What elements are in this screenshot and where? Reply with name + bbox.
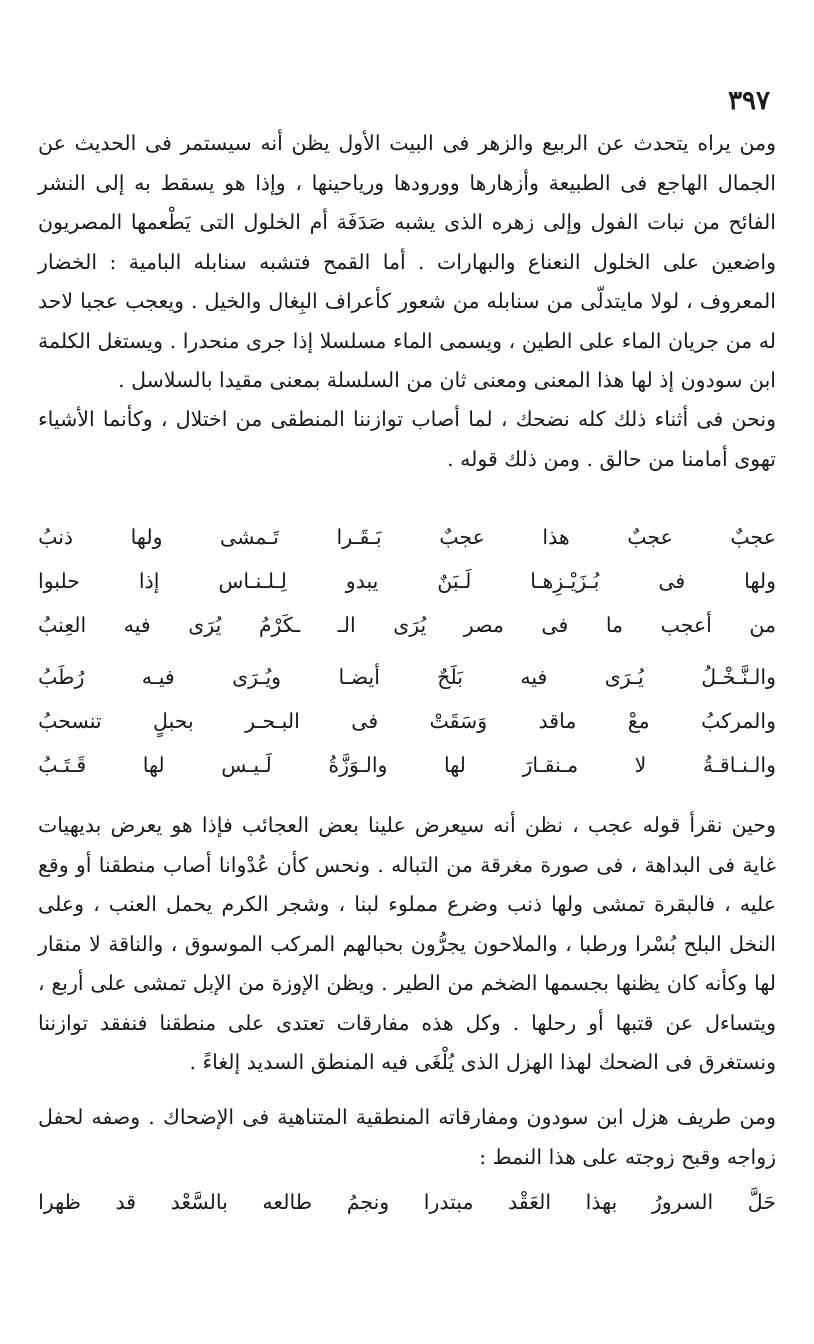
verse-word: فى — [541, 613, 569, 637]
verse-word: عجبٌ — [730, 525, 776, 549]
verse-line-5 — [38, 699, 776, 743]
poem-stanza — [38, 515, 776, 787]
verse-word: السرورُ — [651, 1190, 714, 1214]
paragraph-analysis: وحين نقرأ قوله عجب ، نظن أنه سيعرض علينا بعض العجائب فإذا هو يعرض بديهيات غاية فى البداهة ، فى صورة مغرقة من التباله . ونحس كأن عُدْوانا أصاب منطقنا أو وقع عليه ، فالبقرة تمشى ولها ذنب وضرع مملوء لبنا ، وشجر الكرم يحمل العنب ، وعلى النخل البلح بُسْرا ورطبا ، والملاحون يجرُّون بحبالهم المركب الموسوق ، والناقة لا منقار لها وكأنه كان يظنها بجسمها الضخم من الطير . ويظن الإوزة من الإبل تمشى على أربع ، ويتساءل عن قتبها أو رحلها . وكل هذه مفارقات تعتدى على منطقنا فنفقد توازننا ونستغرق فى الضحك لهذا الهزل الذى يُلْغَى فيه المنطق السديد إلغاءً . — [38, 813, 776, 1074]
verse-word: أعجب — [660, 613, 712, 637]
verse-word: إذا — [138, 569, 160, 593]
paragraph-intro: ومن يراه يتحدث عن الربيع والزهر فى البيت الأول يظن أنه سيستمر فى الحديث عن الجمال الهاجع فى الطبيعة وأزهارها وورودها ورياحينها ، وإذا هو يسقط به إلى النشر الفائح من نبات الفول وإلى زهره الذى يشبه صَدَفَة أم الخلول التى يَطْعمها المصريون واضعين على الخلول النعناع والبهارات . أما القمح فتشبه سنابله البامية : الخضار المعروف ، لولا مايتدلّى من سنابله من شعور كأعراف البِغال والخيل . ويعجب عجبا لاحد له من جريان الماء على الطين ، ويسمى الماء مسلسلا إذا جرى منحدرا . ويستغل الكلمة ابن سودون إذ لها هذا المعنى ومعنى ثان من السلسلة بمعنى مقيدا بالسلاسل . — [38, 131, 776, 392]
verse-word: ظهرا — [38, 1190, 81, 1214]
verse-word: الـ — [337, 613, 356, 637]
page-number: ٣٩٧ — [728, 86, 770, 116]
verse-word: وَسَقَتْ — [429, 709, 488, 733]
verse-word: أيضـا — [338, 665, 380, 689]
verse-line-1 — [38, 515, 776, 559]
verse-word: فى — [658, 569, 686, 593]
verse-word: البـحـر — [245, 709, 300, 733]
verse-word: من — [749, 613, 776, 637]
verse-word: مصر — [463, 613, 504, 637]
verse-word: بهذا — [585, 1190, 618, 1214]
verse-word: لَـيـس — [221, 753, 272, 777]
verse-word: ولها — [744, 569, 776, 593]
verse-word: بالسَّعْد — [170, 1190, 228, 1214]
verse-word: تَـمشى — [220, 525, 279, 549]
verse-word: معْ — [627, 709, 650, 733]
verse-word: ماقد — [538, 709, 577, 733]
verse-word: لا — [634, 753, 647, 777]
verse-word: ـكَرْمُ — [258, 613, 301, 637]
verse-line-7 — [38, 1180, 776, 1224]
verse-word: مبتدرا — [423, 1190, 474, 1214]
verse-word: تنسحبُ — [38, 709, 102, 733]
verse-word: والـوَزَّةُ — [328, 753, 388, 777]
verse-word: رُطَبُ — [38, 665, 85, 689]
verse-word: لها — [443, 753, 466, 777]
verse-word: العِنبُ — [38, 613, 87, 637]
verse-word: مـنقـارَ — [522, 753, 579, 777]
verse-word: فى — [351, 709, 379, 733]
verse-word: والـنـاقـةُ — [702, 753, 776, 777]
verse-word: يُرَى — [393, 613, 427, 637]
poem-last-line — [38, 1180, 776, 1224]
paragraph-wedding: ومن طريف هزل ابن سودون ومفارقاته المنطقية المتناهية فى الإضحاك . وصفه لحفل زواجه وقبح زوجته على هذا النمط : — [38, 1105, 776, 1169]
verse-word: لِـلـنـاس — [218, 569, 287, 593]
verse-word: يبدو — [345, 569, 379, 593]
verse-word: يُرَى — [188, 613, 222, 637]
verse-line-3 — [38, 603, 776, 647]
verse-word: طالعه — [262, 1190, 313, 1214]
verse-word: والمركبُ — [701, 709, 776, 733]
verse-word: بَلَحٌ — [437, 665, 463, 689]
verse-word: ولها — [130, 525, 163, 549]
paragraph-laughter: ونحن فى أثناء ذلك كله نضحك ، لما أصاب توازننا المنطقى من اختلال ، وكأنما الأشياء تهوى أمامنا من حالق . ومن ذلك قوله . — [38, 407, 776, 471]
verse-word: لها — [142, 753, 165, 777]
verse-word: بُـزَيْـزِهـا — [530, 569, 600, 593]
verse-word: ونجمُ — [346, 1190, 390, 1214]
verse-word: ما — [605, 613, 624, 637]
verse-word: فيه — [520, 665, 548, 689]
verse-word: يُـرَى — [604, 665, 644, 689]
verse-word: حَلَّ — [747, 1190, 776, 1214]
verse-word: عجبٌ — [439, 525, 485, 549]
verse-word: بحبلٍ — [153, 709, 194, 733]
verse-word: حلبوا — [38, 569, 80, 593]
verse-word: عجبٌ — [627, 525, 673, 549]
verse-word: قد — [115, 1190, 137, 1214]
verse-word: بَـقَـرا — [336, 525, 382, 549]
verse-word: والـنَّـخْـلُ — [701, 665, 776, 689]
stanza-gap — [38, 647, 776, 655]
verse-line-4 — [38, 655, 776, 699]
verse-word: ذنبُ — [38, 525, 74, 549]
verse-word: هذا — [542, 525, 570, 549]
verse-word: العَقْد — [508, 1190, 552, 1214]
verse-line-2 — [38, 559, 776, 603]
verse-word: ويُـرَى — [232, 665, 282, 689]
verse-word: لَـبَنٌ — [437, 569, 472, 593]
verse-line-6 — [38, 743, 776, 787]
verse-word: قَـتَـبُ — [38, 753, 87, 777]
verse-word: فيه — [123, 613, 151, 637]
verse-word: فيـه — [141, 665, 175, 689]
